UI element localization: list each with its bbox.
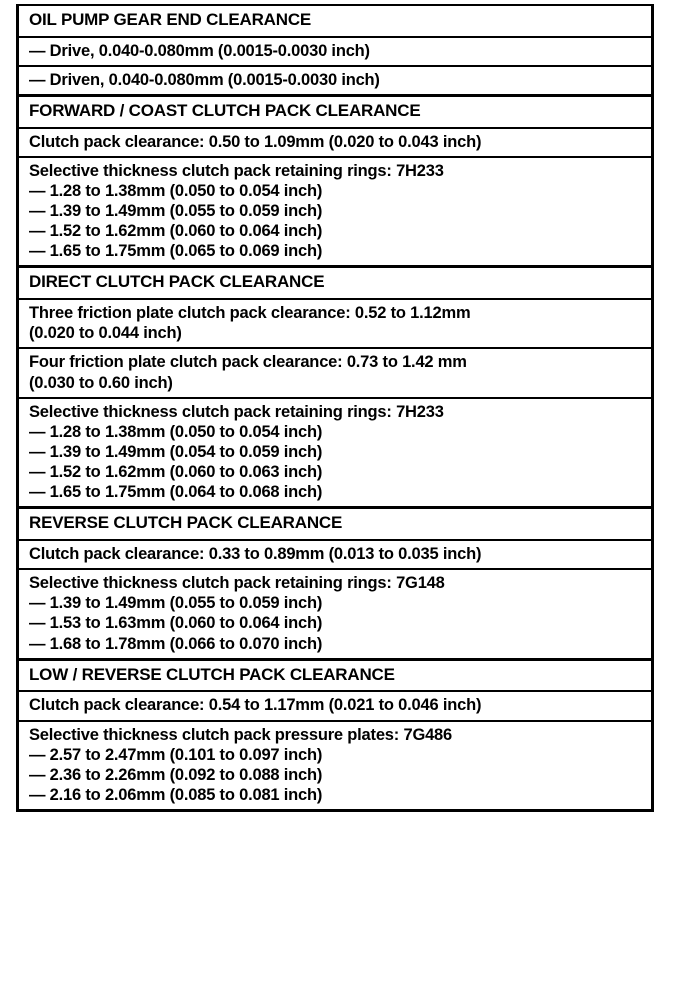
- spec-line: — 2.57 to 2.47mm (0.101 to 0.097 inch): [29, 745, 323, 764]
- spec-line: Three friction plate clutch pack clearance: 0.52 to 1.12mm: [29, 304, 471, 323]
- spec-line: — 1.39 to 1.49mm (0.055 to 0.059 inch): [29, 594, 323, 613]
- spec-row: [19, 36, 651, 65]
- spec-line: — Drive, 0.040-0.080mm (0.0015-0.0030 inch): [29, 41, 370, 60]
- spec-line: Selective thickness clutch pack retaining rings: 7H233: [29, 402, 444, 421]
- spec-line: — 1.65 to 1.75mm (0.065 to 0.069 inch): [29, 242, 323, 261]
- spec-line: Clutch pack clearance: 0.50 to 1.09mm (0.020 to 0.043 inch): [29, 132, 482, 151]
- spec-line: — 1.65 to 1.75mm (0.064 to 0.068 inch): [29, 483, 323, 502]
- section-heading: REVERSE CLUTCH PACK CLEARANCE: [19, 506, 651, 539]
- spec-row: [19, 568, 651, 658]
- spec-line: Selective thickness clutch pack retaining rings: 7H233: [29, 161, 444, 180]
- spec-row: [19, 720, 651, 810]
- spec-line: — Driven, 0.040-0.080mm (0.0015-0.0030 inch): [29, 70, 380, 89]
- spec-row: [19, 65, 651, 94]
- spec-line: — 1.52 to 1.62mm (0.060 to 0.063 inch): [29, 463, 323, 482]
- spec-row: [19, 397, 651, 507]
- section-heading: LOW / REVERSE CLUTCH PACK CLEARANCE: [19, 658, 651, 691]
- spec-row: [19, 539, 651, 568]
- spec-line: — 2.16 to 2.06mm (0.085 to 0.081 inch): [29, 785, 323, 804]
- section-heading: FORWARD / COAST CLUTCH PACK CLEARANCE: [19, 94, 651, 127]
- spec-line: Clutch pack clearance: 0.33 to 0.89mm (0.013 to 0.035 inch): [29, 545, 482, 564]
- spec-line: — 1.39 to 1.49mm (0.055 to 0.059 inch): [29, 202, 323, 221]
- spec-row: [19, 298, 651, 347]
- section-heading: DIRECT CLUTCH PACK CLEARANCE: [19, 265, 651, 298]
- spec-line: Selective thickness clutch pack retaining rings: 7G148: [29, 574, 445, 593]
- spec-row: [19, 127, 651, 156]
- spec-row: [19, 156, 651, 266]
- spec-line: — 1.52 to 1.62mm (0.060 to 0.064 inch): [29, 222, 323, 241]
- spec-line: — 2.36 to 2.26mm (0.092 to 0.088 inch): [29, 765, 323, 784]
- spec-table: [16, 4, 654, 812]
- spec-line: — 1.28 to 1.38mm (0.050 to 0.054 inch): [29, 422, 323, 441]
- spec-line: — 1.68 to 1.78mm (0.066 to 0.070 inch): [29, 634, 323, 653]
- spec-row: [19, 347, 651, 396]
- spec-line: — 1.53 to 1.63mm (0.060 to 0.064 inch): [29, 614, 323, 633]
- spec-row: [19, 690, 651, 719]
- spec-line: Selective thickness clutch pack pressure plates: 7G486: [29, 725, 453, 744]
- section-heading: OIL PUMP GEAR END CLEARANCE: [19, 4, 651, 36]
- spec-line: — 1.39 to 1.49mm (0.054 to 0.059 inch): [29, 442, 323, 461]
- spec-line: Four friction plate clutch pack clearance: 0.73 to 1.42 mm: [29, 353, 467, 372]
- spec-line: (0.030 to 0.60 inch): [29, 373, 173, 392]
- spec-line: Clutch pack clearance: 0.54 to 1.17mm (0.021 to 0.046 inch): [29, 696, 482, 715]
- spec-line: — 1.28 to 1.38mm (0.050 to 0.054 inch): [29, 181, 323, 200]
- spec-line: (0.020 to 0.044 inch): [29, 324, 182, 343]
- spec-sheet: [16, 4, 654, 812]
